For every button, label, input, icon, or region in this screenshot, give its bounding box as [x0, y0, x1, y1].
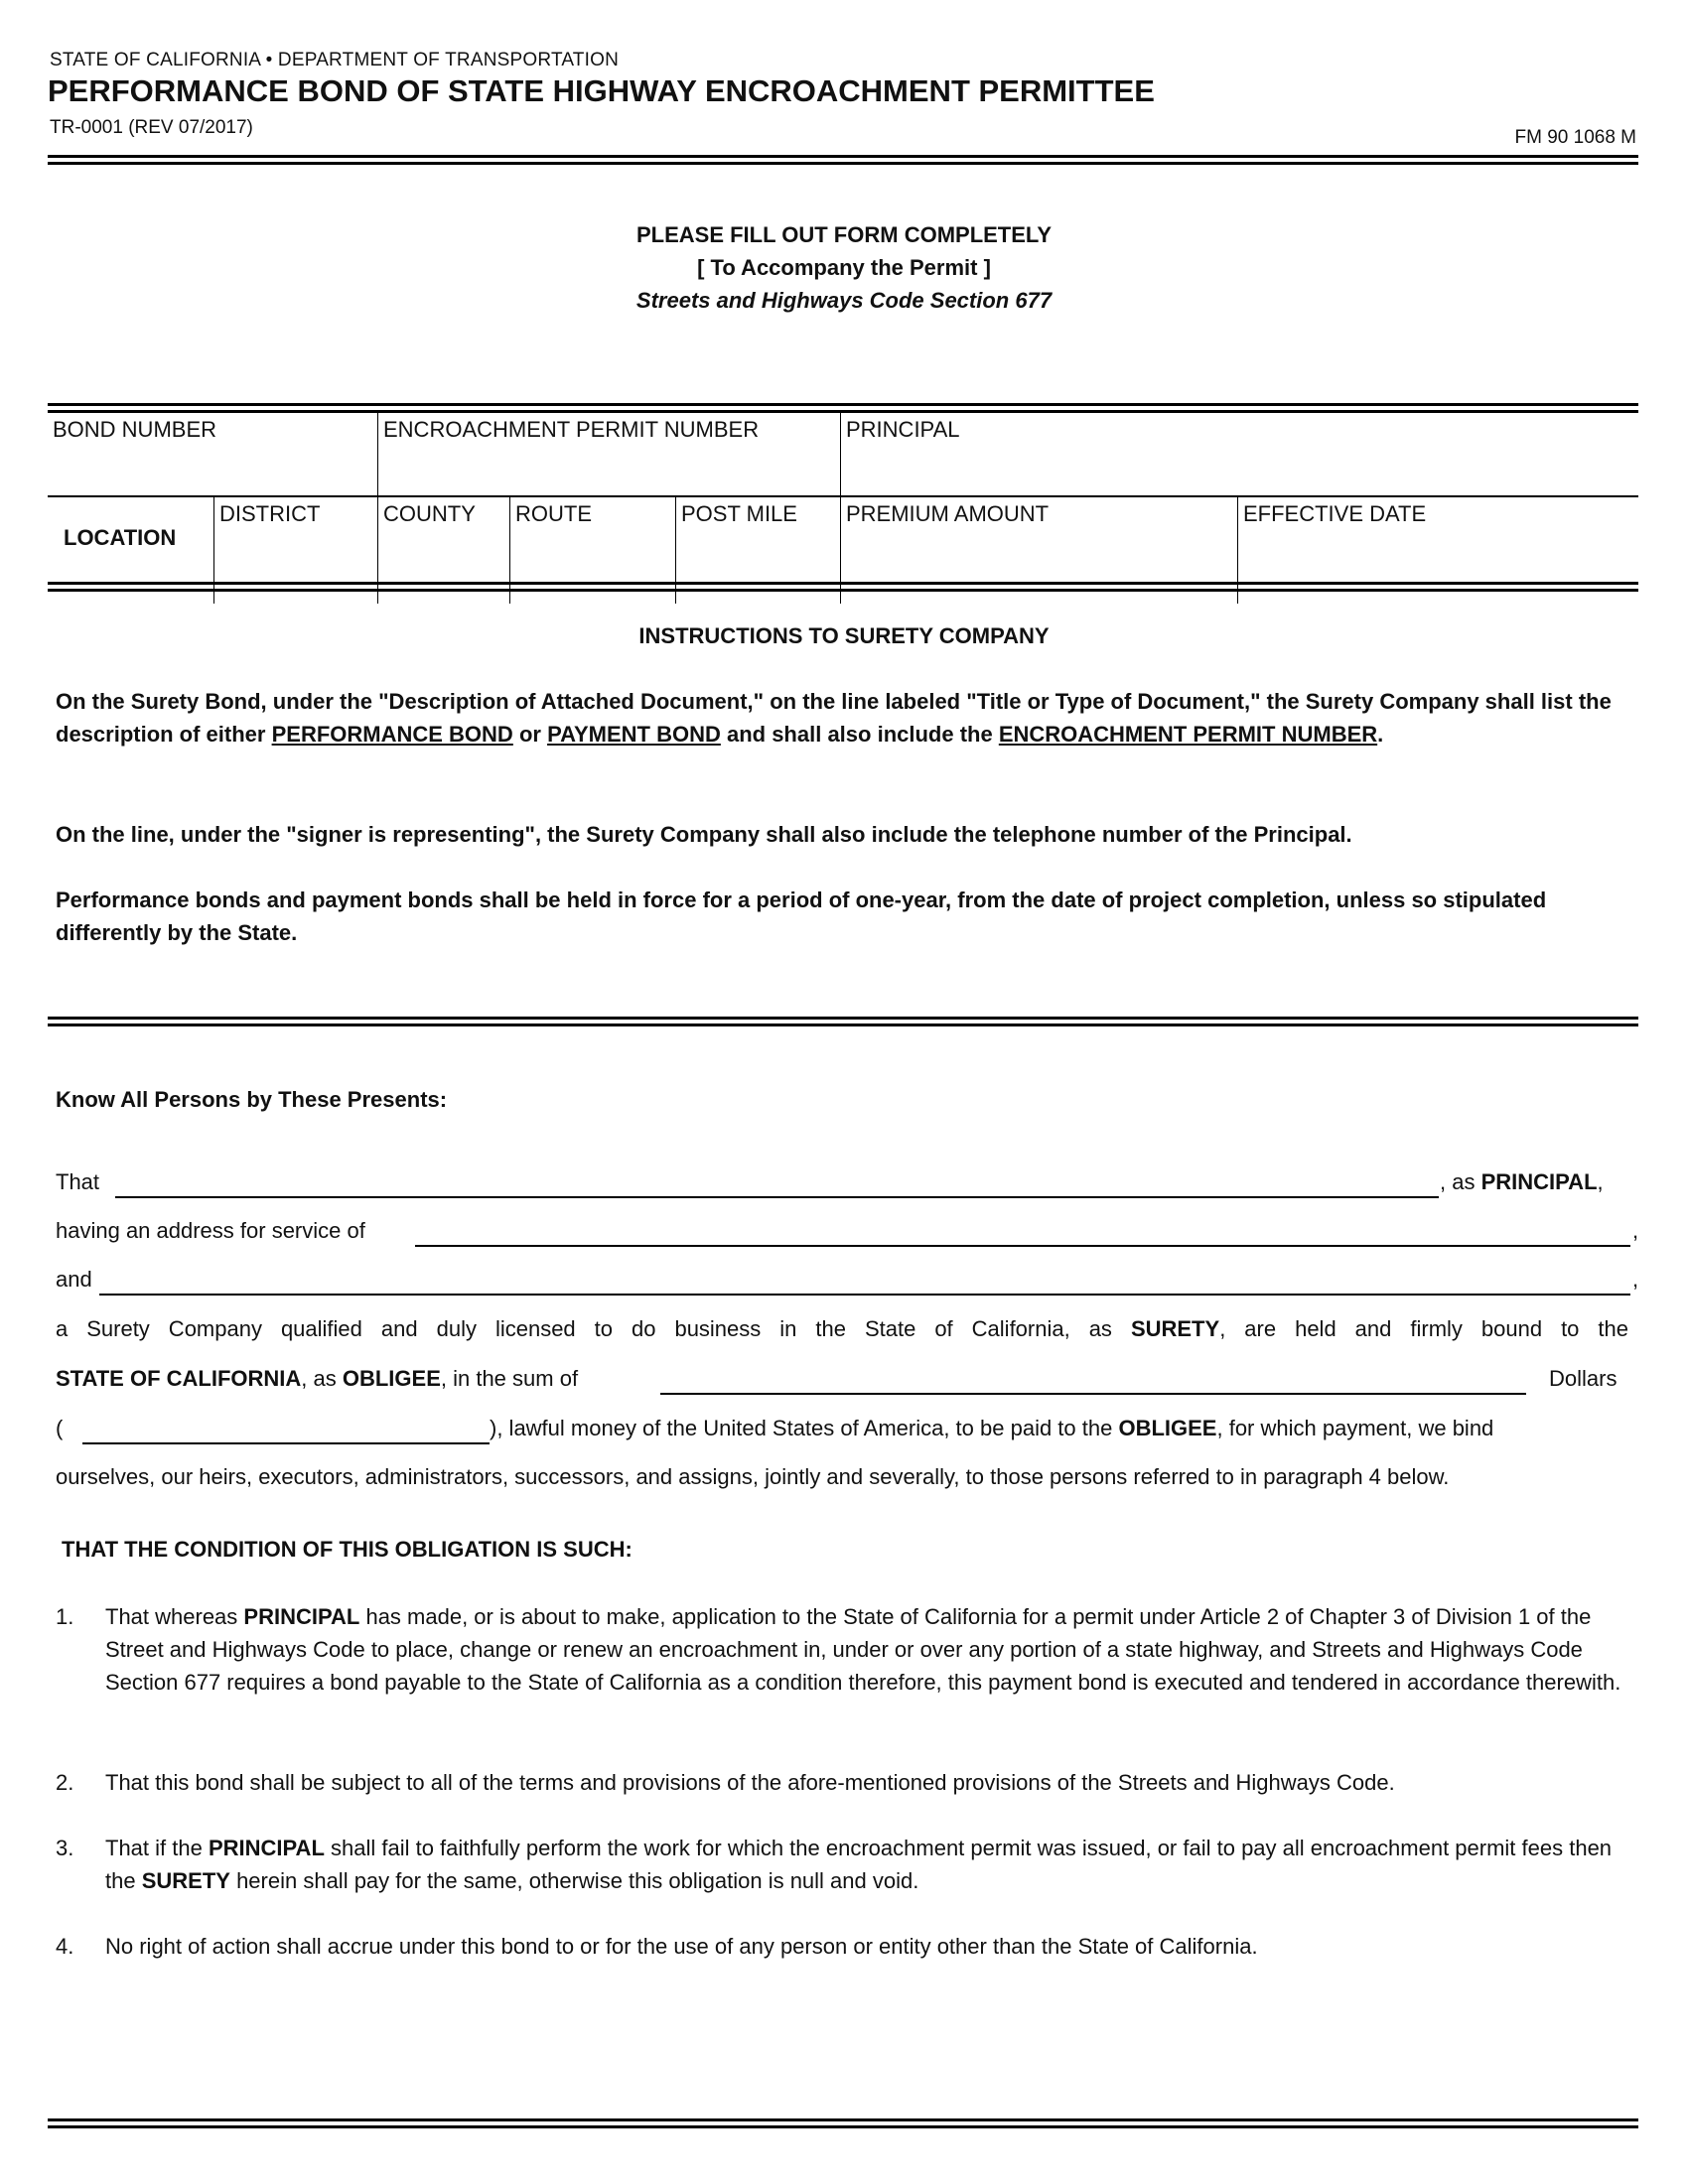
money-text-a: ), lawful money of the United States of America, to be paid to the — [490, 1416, 1119, 1440]
agency-name: STATE OF CALIFORNIA • DEPARTMENT OF TRANSPORTATION — [50, 50, 619, 70]
item-text-part: That if the — [105, 1836, 209, 1860]
principal-bold: PRINCIPAL — [208, 1836, 325, 1860]
p1-text: or — [512, 722, 548, 747]
principal-name-input[interactable] — [115, 1196, 1439, 1198]
condition-item-1 — [56, 1600, 1634, 1699]
form-title: PERFORMANCE BOND OF STATE HIGHWAY ENCROACHMENT PERMITTEE — [48, 73, 1155, 108]
obligee-text — [56, 1366, 578, 1392]
p1-performance-bond: PERFORMANCE BOND — [271, 722, 513, 747]
footer-divider — [48, 2118, 1638, 2128]
obligee-bold: OBLIGEE — [1118, 1416, 1217, 1440]
p1-payment-bond: PAYMENT BOND — [547, 722, 721, 747]
state-bold: STATE OF CALIFORNIA — [56, 1366, 302, 1391]
item-text-part: has made, or is about to make, application to the State of California for a permit under Article 2 of Chapter 3 of Division 1 of the Street and Highways Code to place, change or renew an encroachment in, under or over any portion of a state highway, and Streets and Highways Code Section 677 requires a bond payable to the State of California as a condition therefore, this payment bond is executed and tendered in accordance therewith. — [105, 1604, 1621, 1695]
table-bottom-divider — [48, 582, 1638, 592]
condition-item-2 — [56, 1766, 1634, 1799]
form-number: TR-0001 (REV 07/2017) — [50, 117, 253, 138]
as-text: , as — [1440, 1169, 1481, 1194]
permit-number-label: ENCROACHMENT PERMIT NUMBER — [383, 417, 760, 442]
header-divider — [48, 155, 1638, 165]
notice-fill-out: PLEASE FILL OUT FORM COMPLETELY — [635, 222, 1053, 247]
item-number: 4. — [56, 1934, 74, 1959]
item-text — [105, 1832, 1634, 1897]
as-text: , as — [301, 1366, 343, 1391]
principal-label: PRINCIPAL — [846, 417, 960, 442]
surety-text-a: a Surety Company qualified and duly licensed to do business in the State of California, as — [56, 1316, 1131, 1341]
dollars-label: Dollars — [1549, 1366, 1618, 1391]
route-label: ROUTE — [515, 501, 592, 526]
instructions-paragraph-1 — [56, 685, 1634, 751]
fm-number: FM 90 1068 M — [1514, 127, 1636, 148]
principal-bold: PRINCIPAL — [243, 1604, 360, 1629]
item-text — [105, 1600, 1634, 1699]
obligee-bold: OBLIGEE — [342, 1366, 441, 1391]
p1-text: On the Surety Bond, under the "Description of Attached Document," on the line labeled "Title or Type of Document," the Surety Company shall list the description of either — [56, 689, 1612, 747]
location-label: LOCATION — [64, 525, 177, 550]
ourselves-text: ourselves, our heirs, executors, administrators, successors, and assigns, jointly and severally, to those persons referred to in paragraph 4 below. — [56, 1464, 1450, 1489]
item-number: 3. — [56, 1836, 74, 1860]
surety-bold: SURETY — [141, 1868, 230, 1893]
item-number: 1. — [56, 1604, 74, 1629]
money-text-b: , for which payment, we bind — [1216, 1416, 1494, 1440]
bond-number-label: BOND NUMBER — [53, 417, 217, 442]
surety-name-input[interactable] — [99, 1294, 1630, 1296]
bond-number-field[interactable] — [48, 413, 378, 496]
item-text-part: herein shall pay for the same, otherwise this obligation is null and void. — [229, 1868, 919, 1893]
lawful-money-text — [490, 1416, 1493, 1441]
surety-text-b: , are held and firmly bound to the — [1219, 1316, 1628, 1341]
conditions-heading: THAT THE CONDITION OF THIS OBLIGATION IS SUCH: — [62, 1537, 633, 1562]
item-text: No right of action shall accrue under this bond to or for the use of any person or entity other than the State of California. — [105, 1934, 1258, 1959]
effective-date-label: EFFECTIVE DATE — [1243, 501, 1427, 526]
item-number: 2. — [56, 1770, 74, 1795]
condition-item-3 — [56, 1832, 1634, 1897]
principal-bold: PRINCIPAL — [1480, 1169, 1598, 1194]
condition-item-4 — [56, 1930, 1634, 1963]
item-text-part: That whereas — [105, 1604, 244, 1629]
section-divider — [48, 1017, 1638, 1026]
instructions-paragraph-3: Performance bonds and payment bonds shall be held in force for a period of one-year, from the date of project completion, unless so stipulated differently by the State. — [56, 887, 1547, 945]
address-input[interactable] — [415, 1245, 1630, 1247]
address-label: having an address for service of — [56, 1218, 365, 1243]
and-label: and — [56, 1267, 92, 1292]
permit-number-field[interactable] — [378, 413, 841, 496]
comma: , — [1632, 1218, 1639, 1243]
notice-accompany: [ To Accompany the Permit ] — [697, 255, 991, 280]
item-text-part: shall fail to faithfully perform the work for which the encroachment permit was issued, or fail to pay all encroachment permit fees then the — [105, 1836, 1613, 1893]
know-all-heading: Know All Persons by These Presents: — [56, 1087, 448, 1112]
notice-code-section: Streets and Highways Code Section 677 — [635, 288, 1053, 313]
post-mile-label: POST MILE — [681, 501, 797, 526]
comma: , — [1597, 1169, 1604, 1194]
surety-text — [56, 1316, 1628, 1342]
surety-bold: SURETY — [1130, 1316, 1220, 1341]
bond-info-table — [48, 413, 1638, 604]
instructions-paragraph-2: On the line, under the "signer is representing", the Surety Company shall also include the telephone number of the Principal. — [56, 822, 1352, 847]
comma: , — [1632, 1267, 1639, 1292]
item-text: That this bond shall be subject to all of the terms and provisions of the afore-mentioned provisions of the Streets and Highways Code. — [105, 1770, 1395, 1795]
p1-text: . — [1377, 722, 1384, 747]
as-principal-text — [1440, 1169, 1604, 1195]
premium-amount-label: PREMIUM AMOUNT — [846, 501, 1050, 526]
sum-numeric-input[interactable] — [82, 1442, 490, 1444]
table-top-divider — [48, 403, 1638, 413]
sum-of-text: , in the sum of — [440, 1366, 579, 1391]
paren-open: ( — [56, 1416, 64, 1440]
county-label: COUNTY — [383, 501, 476, 526]
that-label: That — [56, 1169, 100, 1194]
p1-permit-number: ENCROACHMENT PERMIT NUMBER — [998, 722, 1378, 747]
p1-text: and shall also include the — [720, 722, 999, 747]
district-label: DISTRICT — [219, 501, 321, 526]
instructions-heading: INSTRUCTIONS TO SURETY COMPANY — [638, 623, 1050, 648]
principal-field[interactable] — [841, 413, 1639, 496]
sum-words-input[interactable] — [660, 1393, 1526, 1395]
